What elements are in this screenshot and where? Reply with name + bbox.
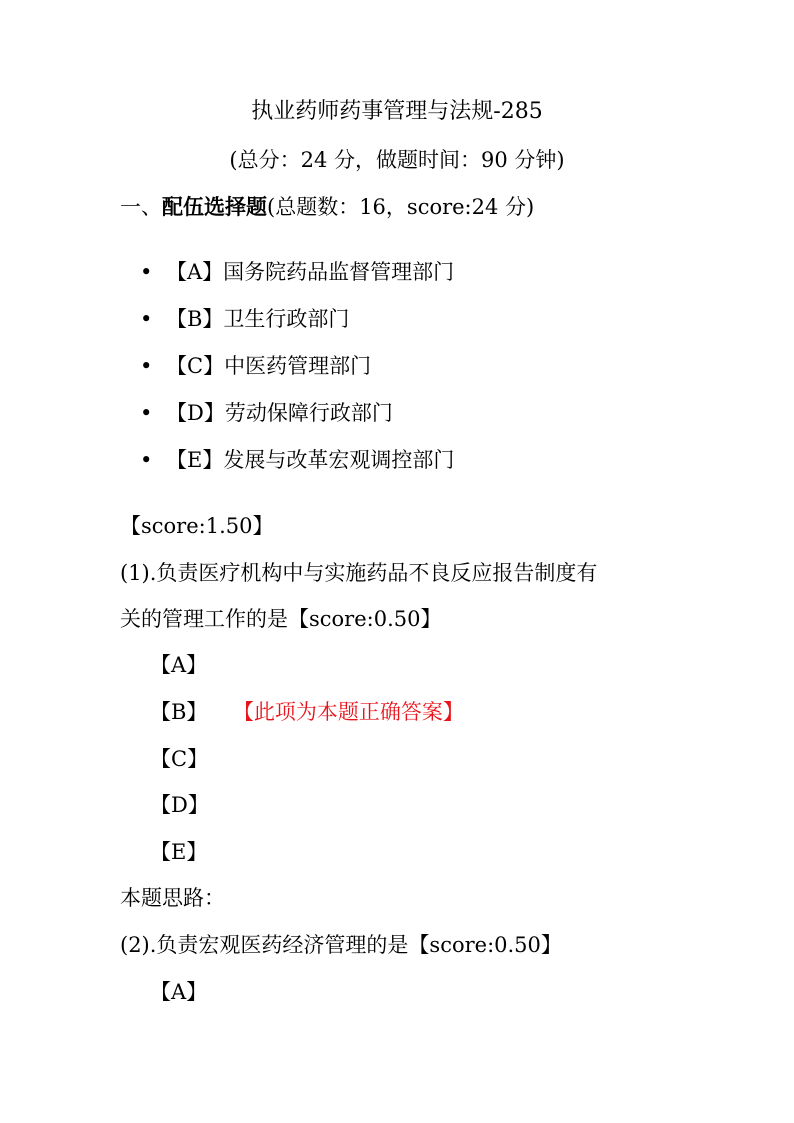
- answer-option-d: 【D】: [150, 793, 209, 817]
- bullet-icon: •: [140, 260, 153, 284]
- bullet-icon: •: [140, 307, 153, 331]
- document-title: 执业药师药事管理与法规-285: [251, 99, 543, 124]
- bullet-icon: •: [140, 354, 153, 378]
- option-label: 【A】国务院药品监督管理部门: [166, 260, 455, 284]
- answer-option-b-label: 【B】: [150, 700, 208, 724]
- answer-option-c: 【C】: [150, 747, 209, 771]
- section-prefix: 一、: [120, 195, 162, 219]
- answer-option-e: 【E】: [150, 840, 208, 864]
- option-label: 【C】中医药管理部门: [166, 354, 372, 378]
- option-label: 【E】发展与改革宏观调控部门: [166, 448, 455, 472]
- list-item: [140, 399, 454, 446]
- list-item: [140, 258, 454, 305]
- option-label: 【B】卫生行政部门: [166, 307, 350, 331]
- question-2-answer-option-a: 【A】: [150, 980, 208, 1004]
- analysis-label: 本题思路：: [120, 886, 225, 910]
- option-list: [140, 258, 454, 493]
- answer-option-a: 【A】: [150, 653, 208, 677]
- correct-answer-marker: 【此项为本题正确答案】: [243, 700, 464, 724]
- list-item: [140, 305, 454, 352]
- group-score: 【score:1.50】: [120, 514, 274, 538]
- option-label: 【D】劳动保障行政部门: [166, 401, 393, 425]
- section-name: 配伍选择题: [162, 194, 267, 219]
- bullet-icon: •: [140, 401, 153, 425]
- section-heading: [120, 193, 534, 221]
- document-subtitle: (总分：24 分，做题时间：90 分钟): [229, 148, 565, 172]
- list-item: [140, 352, 454, 399]
- bullet-icon: •: [140, 448, 153, 472]
- list-item: [140, 446, 454, 493]
- section-info: (总题数：16，score:24 分): [267, 195, 535, 219]
- question-1-text-line-2: 关的管理工作的是【score:0.50】: [120, 607, 442, 631]
- question-2-text: (2).负责宏观医药经济管理的是【score:0.50】: [120, 933, 562, 957]
- answer-option-b: [150, 698, 464, 726]
- question-1-text-line-1: (1).负责医疗机构中与实施药品不良反应报告制度有: [120, 561, 598, 585]
